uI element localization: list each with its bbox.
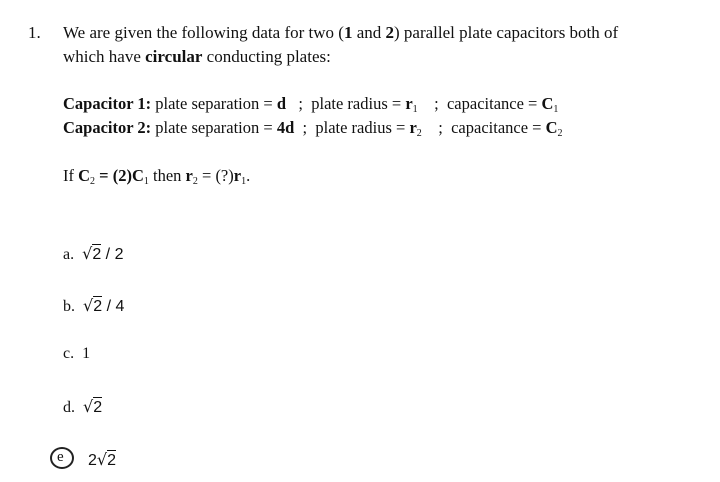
sqrt-symbol: √2 [83, 296, 103, 315]
capacitor-2-line: Capacitor 2: plate separation = 4d ; plate radius = $r_2$ ; capacitance = $C_2$ [63, 118, 563, 139]
option-b[interactable]: b. √2 / 4 [63, 296, 125, 315]
sqrt-symbol: √2 [82, 244, 102, 263]
question-line-2: which have circular conducting plates: [63, 47, 331, 66]
option-e-letter: e [57, 449, 64, 465]
question-number: 1. [28, 23, 41, 42]
option-d[interactable]: d. √2 [63, 397, 103, 416]
sqrt-symbol: √2 [96, 450, 117, 469]
capacitor-1-line: Capacitor 1: plate separation = d ; plate radius = $r_1$ ; capacitance = $C_1$ [63, 94, 559, 115]
condition-line: If $C_2 = (2)C_1$ then $r_2$ = $(?)r_1$. [63, 166, 251, 187]
option-c[interactable]: c. 1 [63, 345, 91, 362]
option-e[interactable]: 2√2 [88, 450, 117, 469]
sqrt-symbol: √2 [83, 397, 103, 416]
option-a[interactable]: a. √2 / 2 [63, 244, 124, 263]
question-line-1: We are given the following data for two (1 and 2) parallel plate capacitors both of [63, 23, 619, 42]
